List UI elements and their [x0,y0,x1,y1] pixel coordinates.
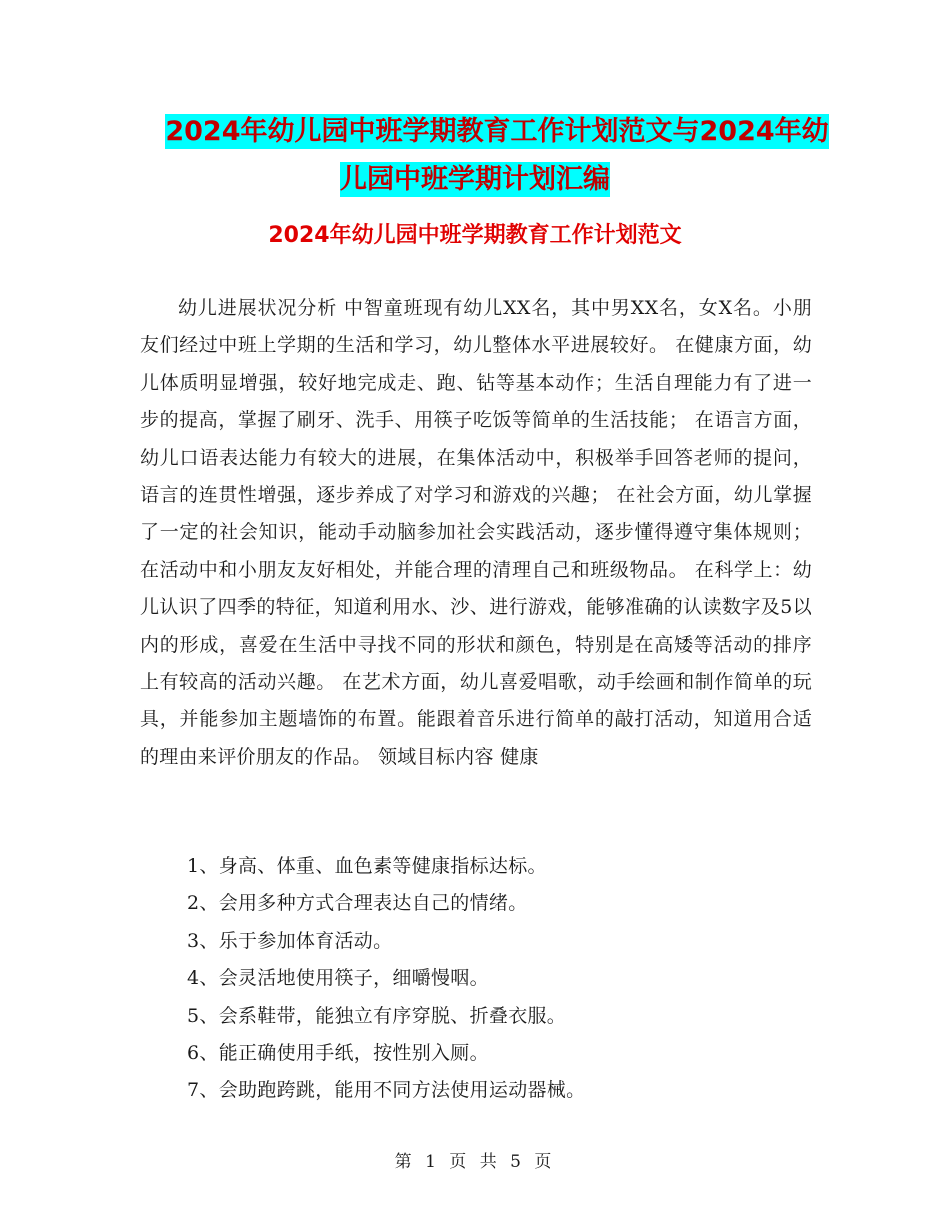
title-line-2: 儿园中班学期计划汇编 [340,164,610,195]
section-title: 2024年幼儿园中班学期教育工作计划范文 [268,223,682,248]
list-item: 1、身高、体重、血色素等健康指标达标。 [187,855,547,877]
list-item: 5、会系鞋带，能独立有序穿脱、折叠衣服。 [187,1004,567,1027]
list-item: 7、会助跑跨跳，能用不同方法使用运动器械。 [187,1079,586,1102]
document-title [0,108,950,204]
list-item: 2、会用多种方式合理表达自己的情绪。 [187,892,528,915]
health-goals-list [187,848,807,1110]
title-line-1: 2024年幼儿园中班学期教育工作计划范文与2024年幼 [165,116,829,147]
page-footer: 第 1 页 共 5 页 [394,1152,556,1172]
list-item: 6、能正确使用手纸，按性别入厕。 [187,1042,489,1065]
list-item: 4、会灵活地使用筷子，细嚼慢咽。 [187,967,489,990]
body-paragraph: 幼儿进展状况分析 中智童班现有幼儿XX名，其中男XX名，女X名。小朋友们经过中班上学期的生活和学习，幼儿整体水平进展较好。 在健康方面，幼儿体质明显增强，较好地完成走、跑、钻等基本动作；生活自理能力有了进一步的提高，掌握了刷牙、洗手、用筷子吃饭等简单的生活技能； 在语言方面，幼儿口语表达能力有较大的进展，在集体活动中，积极举手回答老师的提问，语言的连贯性增强，逐步养成了对学习和游戏的兴趣； 在社会方面，幼儿掌握了一定的社会知识，能动手动脑参加社会实践活动，逐步懂得遵守集体规则；在活动中和小朋友友好相处，并能合理的清理自己和班级物品。 在科学上：幼儿认识了四季的特征，知道利用水、沙、进行游戏，能够准确的认读数字及5以内的形成，喜爱在生活中寻找不同的形状和颜色，特别是在高矮等活动的排序上有较高的活动兴趣。 在艺术方面，幼儿喜爱唱歌，动手绘画和制作简单的玩具，并能参加主题墙饰的布置。能跟着音乐进行简单的敲打活动，知道用合适的理由来评价朋友的作品。 领域目标内容 健康 [140,297,812,768]
list-item: 3、乐于参加体育活动。 [187,929,393,952]
